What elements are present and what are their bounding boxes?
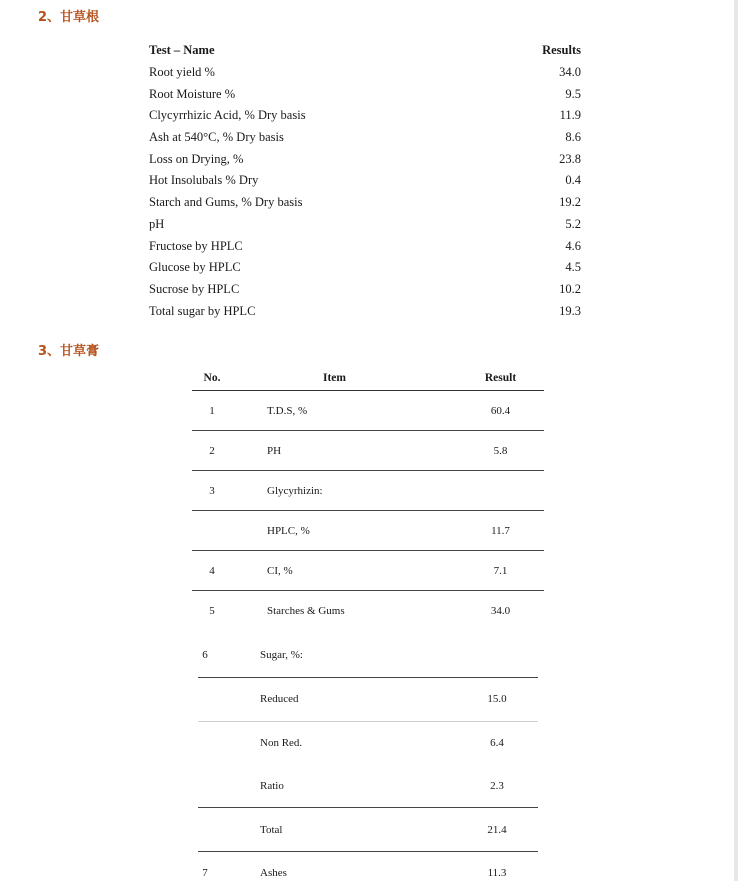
- row-item: Ashes: [260, 867, 287, 880]
- table-row: [149, 148, 581, 170]
- test-result: 9.5: [565, 86, 581, 101]
- column-header-no: No.: [203, 372, 221, 384]
- row-item: Starches & Gums: [267, 604, 345, 617]
- table-row: [149, 170, 581, 192]
- table-row: [192, 591, 544, 630]
- column-header-results: Results: [542, 43, 581, 58]
- row-result: 7.1: [493, 564, 508, 577]
- table-header-row: [149, 40, 581, 62]
- row-number: 5: [209, 604, 215, 617]
- table-row: [149, 105, 581, 127]
- test-name: Hot Insolubals % Dry: [149, 173, 259, 188]
- table-row: [149, 235, 581, 257]
- row-result: 2.3: [490, 779, 504, 792]
- test-result: 34.0: [559, 65, 581, 80]
- test-result: 5.2: [565, 216, 581, 231]
- test-name: Total sugar by HPLC: [149, 303, 256, 318]
- test-result: 10.2: [559, 281, 581, 296]
- row-item: Total: [260, 823, 283, 836]
- table-row: [149, 257, 581, 279]
- row-item: PH: [267, 444, 282, 457]
- row-number: 6: [202, 649, 208, 662]
- row-result: 21.4: [487, 823, 507, 836]
- table-row: [149, 62, 581, 84]
- row-result: 15.0: [487, 693, 507, 706]
- test-name: Root Moisture %: [149, 86, 236, 101]
- test-name: Loss on Drying, %: [149, 151, 244, 166]
- row-item: HPLC, %: [267, 524, 310, 537]
- row-result: 60.4: [490, 404, 511, 417]
- table-row: [198, 634, 538, 678]
- table-row: [192, 431, 544, 471]
- row-number: 2: [209, 444, 215, 457]
- test-result: 19.3: [559, 303, 581, 318]
- table-row: [198, 678, 538, 722]
- row-number: 4: [209, 564, 215, 577]
- table-row: [198, 722, 538, 765]
- table-row: [149, 300, 581, 322]
- column-header-item: Item: [323, 372, 346, 384]
- row-item: Glycyrhizin:: [267, 484, 323, 497]
- test-name: Root yield %: [149, 65, 215, 80]
- table-row: [149, 83, 581, 105]
- licorice-extract-results-table-continued: [198, 634, 538, 895]
- row-result: 6.4: [490, 736, 504, 749]
- row-result: 34.0: [490, 604, 511, 617]
- vertical-scrollbar[interactable]: [734, 0, 738, 881]
- test-name: Ash at 540°C, % Dry basis: [149, 130, 284, 145]
- row-item: T.D.S, %: [267, 404, 308, 417]
- row-item: Non Red.: [260, 736, 303, 749]
- row-result: 11.3: [487, 867, 507, 880]
- test-result: 4.6: [565, 238, 581, 253]
- table-row: [149, 279, 581, 301]
- test-result: 0.4: [565, 173, 581, 188]
- row-item: CI, %: [267, 564, 293, 577]
- test-name: Clycyrrhizic Acid, % Dry basis: [149, 108, 306, 123]
- table-row: [192, 511, 544, 551]
- table-header-row: [192, 366, 544, 391]
- table-row: [192, 471, 544, 511]
- table-row: [192, 551, 544, 591]
- licorice-extract-results-table: [192, 366, 544, 630]
- table-row: [149, 192, 581, 214]
- table-row: [192, 391, 544, 431]
- test-result: 23.8: [559, 151, 581, 166]
- test-result: 19.2: [559, 195, 581, 210]
- row-item: Sugar, %:: [260, 649, 303, 662]
- table-row: [198, 808, 538, 852]
- table-row: [198, 764, 538, 808]
- column-header-result: Result: [484, 372, 517, 384]
- test-result: 4.5: [565, 260, 581, 275]
- licorice-root-results-table: [149, 40, 581, 322]
- table-row: [198, 852, 538, 895]
- table-row: [149, 127, 581, 149]
- test-name: Glucose by HPLC: [149, 260, 241, 275]
- row-item: Ratio: [260, 779, 284, 792]
- row-item: Reduced: [260, 693, 299, 706]
- row-number: 7: [202, 867, 208, 880]
- row-number: 3: [209, 484, 215, 497]
- section-heading-licorice-extract: 3、甘草膏: [38, 344, 100, 359]
- test-name: Fructose by HPLC: [149, 238, 243, 253]
- row-result: 5.8: [493, 444, 508, 457]
- test-name: pH: [149, 216, 165, 231]
- row-number: 1: [209, 404, 215, 417]
- table-row: [149, 214, 581, 236]
- test-name: Sucrose by HPLC: [149, 281, 240, 296]
- test-result: 8.6: [565, 130, 581, 145]
- test-name: Starch and Gums, % Dry basis: [149, 195, 303, 210]
- test-result: 11.9: [559, 108, 581, 123]
- column-header-test-name: Test – Name: [149, 43, 215, 58]
- row-result: 11.7: [491, 524, 510, 537]
- section-heading-licorice-root: 2、甘草根: [38, 10, 100, 25]
